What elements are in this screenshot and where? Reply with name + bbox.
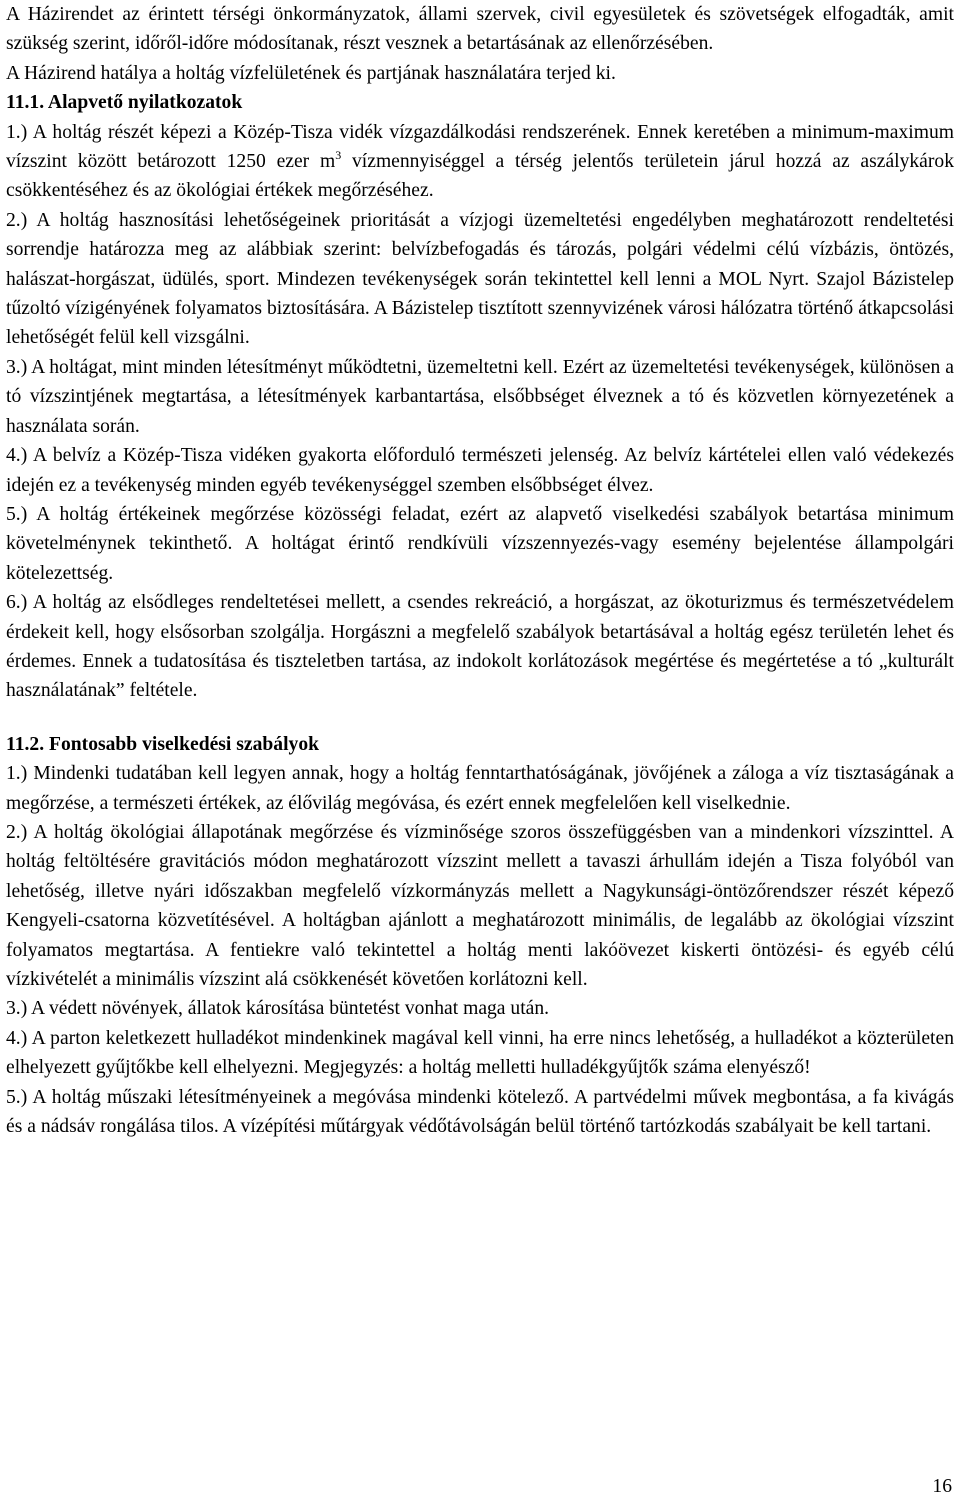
- statement-item-6: 6.) A holtág az elsődleges rendeltetései mellett, a csendes rekreáció, a horgászat, az ökoturizmus és természetvédelem érdekeit kell, hogy elsősorban szolgálja. Horgászni a megfelelő szabályok betartásával a holtág egész területén lehet és érdemes. Ennek a tudatosítása és tiszteletben tartása, az indokolt korlátozások megértése és megértetése a tó „kulturált használatának” feltétele.: [6, 592, 954, 702]
- cubic-superscript: 3: [335, 148, 342, 163]
- rule-item-5: 5.) A holtág műszaki létesítményeinek a megóvása mindenki kötelező. A partvédelmi művek megbontása, a fa kivágás és a nádsáv rongálása tilos. A vízépítési műtárgyak védőtávolságán belül történő tartózkodás szabályait be kell tartani.: [6, 1086, 954, 1138]
- statement-item-3: 3.) A holtágat, mint minden létesítményt működtetni, üzemeltetni kell. Ezért az üzemeltetési tevékenységek, különösen a tó vízszintjének megtartása, a létesítmények karbantartása, elsőbbséget élveznek a tó és közvetlen környezetének a használata során.: [6, 356, 954, 437]
- rule-item-1: 1.) Mindenki tudatában kell legyen annak, hogy a holtág fenntarthatóságának, jövőjének a záloga a víz tisztaságának a megőrzése, a természeti értékek, az élővilág megóvása, és ezért ennek megfelelően kell viselkednie.: [6, 763, 954, 814]
- page-number: 16: [932, 1476, 952, 1497]
- statement-item-4: 4.) A belvíz a Közép-Tisza vidéken gyakorta előforduló természeti jelenség. Az belvíz kártételei ellen való védekezés idején ez a tevékenység minden egyéb tevékenységgel szemben elsőbbséget élvez.: [6, 445, 954, 496]
- statement-item-1-text: 1.) A holtág részét képezi a Közép-Tisza vidék vízgazdálkodási rendszerének. Ennek keretében a minimum-maximum vízszint között betározott 1250 ezer m: [6, 121, 954, 173]
- scope-paragraph: A Házirend hatálya a holtág vízfelületének és partjának használatára terjed ki.: [6, 62, 616, 84]
- statement-item-1-text-end: vízmennyiséggel a térség jelentős területein járul hozzá az aszálykárok csökkentéséhez és az ökológiai értékek megőrzéséhez.: [6, 151, 954, 202]
- rule-item-2: 2.) A holtág ökológiai állapotának megőrzése és vízminősége szoros összefüggésben van a mindenkori vízszinttel. A holtág feltöltésére gravitációs módon meghatározott vízszint mellett a tavaszi árhullám idején a Tisza folyóból van lehetőség, illetve nyári időszakban megfelelő vízkormányzás mellett a Nagykunsági-öntözőrendszer részét képező Kengyeli-csatorna közvetítésével. A holtágban ajánlott a meghatározott minimális, de legalább az ökológiai vízszint folyamatos megtartása. A fentiekre való tekintettel a holtág menti lakóövezet kiskerti öntözési- és egyéb célú vízkivételét a minimális vízszint alá csökkenését követően korlátozni kell.: [6, 821, 954, 990]
- section-spacer: [6, 706, 954, 730]
- statement-item-5: 5.) A holtág értékeinek megőrzése közösségi feladat, ezért az alapvető viselkedési szabályok betartása minimum követelménynek tekinthető. A holtágat érintő rendkívüli vízszennyezés-vagy esemény bejelentése állampolgári kötelezettség.: [6, 503, 954, 584]
- section-heading-basic-statements: 11.1. Alapvető nyilatkozatok: [6, 92, 243, 114]
- rule-item-4: 4.) A parton keletkezett hulladékot mindenkinek magával kell vinni, ha erre nincs lehetőség, a hulladékot a közterületen elhelyezett gyűjtőkbe kell elhelyezni. Megjegyzés: a holtág melletti hulladékgyűjtők száma elenyésző!: [6, 1027, 954, 1079]
- section-heading-behavior-rules: 11.2. Fontosabb viselkedési szabályok: [6, 733, 320, 755]
- rule-item-3: 3.) A védett növények, állatok károsítása büntetést vonhat maga után.: [6, 998, 550, 1020]
- intro-paragraph: A Házirendet az érintett térségi önkormányzatok, állami szervek, civil egyesületek és szövetségek elfogadták, amit szükség szerint, időről-időre módosítanak, részt vesznek a betartásának az ellenőrzésében.: [6, 4, 954, 55]
- document-page: [6, 0, 954, 1141]
- statement-item-1: [6, 118, 954, 206]
- statement-item-2: 2.) A holtág hasznosítási lehetőségeinek prioritását a vízjogi üzemeltetési engedélyben meghatározott rendeltetési sorrendje határozza meg az alábbiak szerint: belvízbefogadás és tározás, polgári védelmi célú vízbázis, öntözés, halászat-horgászat, üdülés, sport. Mindezen tevékenységek során tekintettel kell lenni a MOL Nyrt. Szajol Bázistelep tűzoltó vízigényének folyamatos biztosítására. A Bázistelep tisztított szennyvizének városi hálózatra történő átkapcsolási lehetőségét felül kell vizsgálni.: [6, 209, 954, 349]
